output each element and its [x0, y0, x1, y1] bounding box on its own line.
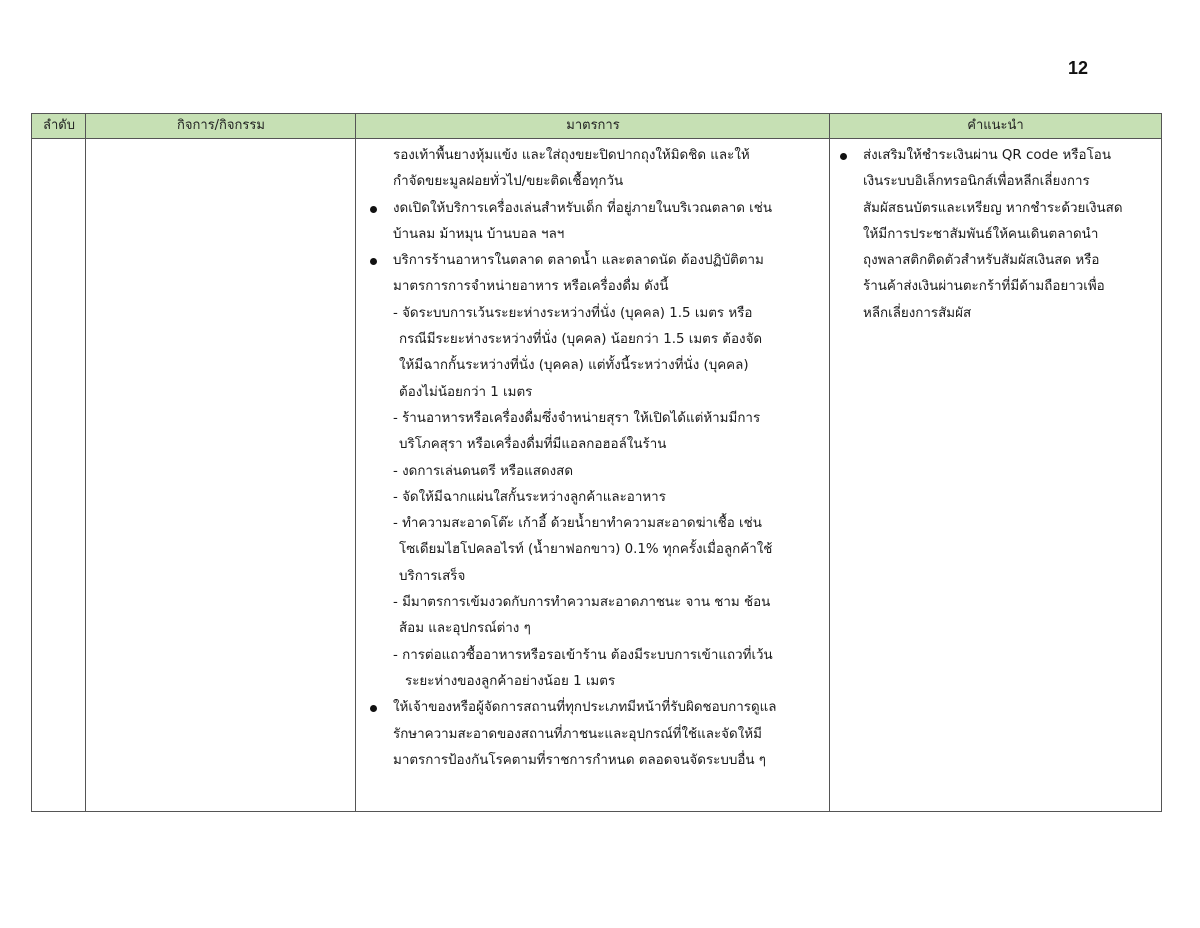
header-advice: คำแนะนำ	[967, 118, 1024, 133]
bullet-icon	[370, 258, 377, 265]
order-cell	[32, 139, 86, 811]
sub-list-item: - การต่อแถวซื้ออาหารหรือรอเข้าร้าน ต้องมีระบบการเข้าแถวที่เว้น ระยะห่างของลูกค้าอย่างน้อย 1 เมตร	[393, 647, 773, 689]
list-item: งดเปิดให้บริการเครื่องเล่นสำหรับเด็ก ที่อยู่ภายในบริเวณตลาด เช่น บ้านลม ม้าหมุน บ้านบอล ฯลฯ	[370, 196, 822, 249]
header-order: ลำดับ	[43, 118, 75, 133]
list-item: บริการร้านอาหารในตลาด ตลาดน้ำ และตลาดนัด ต้องปฏิบัติตาม มาตรการการจำหน่ายอาหาร หรือเครื่องดื่ม ดังนี้	[370, 248, 822, 301]
sub-list-item: - ร้านอาหารหรือเครื่องดื่มซึ่งจำหน่ายสุรา ให้เปิดได้แต่ห้ามมีการ บริโภคสุรา หรือเครื่องดื่มที่มีแอลกอฮอล์ในร้าน	[393, 410, 761, 453]
list-item: ส่งเสริมให้ชำระเงินผ่าน QR code หรือโอน เงินระบบอิเล็กทรอนิกส์เพื่อหลีกเลี่ยงการ สัมผัสธนบัตรและเหรียญ หากชำระด้วยเงินสด ให้มีการประชาสัมพันธ์ให้คนเดินตลาดนำ ถุงพลาสติกติดตัวสำหรับสัมผัสเงินสด หรือ ร้านค้าส่งเงินผ่านตะกร้าที่มีด้ามถือยาวเพื่อ หลีกเลี่ยงการสัมผัส	[840, 143, 1153, 327]
text-line: กำจัดขยะมูลฝอยทั่วไป/ขยะติดเชื้อทุกวัน	[393, 174, 624, 190]
text-line: รองเท้าพื้นยางหุ้มแข้ง และใส่ถุงขยะปิดปากถุงให้มิดชิด และให้	[393, 148, 750, 163]
bullet-icon	[370, 206, 377, 213]
measures-table	[31, 113, 1162, 812]
sub-list-item: - มีมาตรการเข้มงวดกับการทำความสะอาดภาชนะ จาน ชาม ช้อน ส้อม และอุปกรณ์ต่าง ๆ	[393, 595, 771, 637]
table-header-row	[32, 114, 1161, 139]
advice-cell	[830, 139, 1163, 811]
header-measures: มาตรการ	[566, 118, 620, 133]
bullet-icon	[370, 705, 377, 712]
sub-list-item: - จัดระบบการเว้นระยะห่างระหว่างที่นั่ง (บุคคล) 1.5 เมตร หรือ กรณีมีระยะห่างระหว่างที่นั่ง (บุคคล) น้อยกว่า 1.5 เมตร ต้องจัด ให้มีฉากกั้นระหว่างที่นั่ง (บุคคล) แต่ทั้งนี้ระหว่างที่นั่ง (บุคคล) ต้องไม่น้อยกว่า 1 เมตร	[393, 305, 763, 400]
activity-cell	[86, 139, 356, 811]
measures-cell	[356, 139, 830, 811]
header-activity: กิจการ/กิจกรรม	[177, 118, 265, 133]
sub-list-item: - จัดให้มีฉากแผ่นใสกั้นระหว่างลูกค้าและอาหาร	[393, 489, 666, 505]
sub-list-item: - งดการเล่นดนตรี หรือแสดงสด	[393, 463, 574, 479]
sub-list-item: - ทำความสะอาดโต๊ะ เก้าอี้ ด้วยน้ำยาทำความสะอาดฆ่าเชื้อ เช่น โซเดียมไฮโปคลอไรท์ (น้ำยาฟอกขาว) 0.1% ทุกครั้งเมื่อลูกค้าใช้ บริการเสร็จ	[393, 516, 773, 584]
page-number: 12	[1068, 58, 1089, 78]
list-item: ให้เจ้าของหรือผู้จัดการสถานที่ทุกประเภทมีหน้าที่รับผิดชอบการดูแล รักษาความสะอาดของสถานที่ภาชนะและอุปกรณ์ที่ใช้และจัดให้มี มาตรการป้องกันโรคตามที่ราชการกำหนด ตลอดจนจัดระบบอื่น ๆ	[370, 695, 822, 774]
bullet-icon	[840, 153, 847, 160]
